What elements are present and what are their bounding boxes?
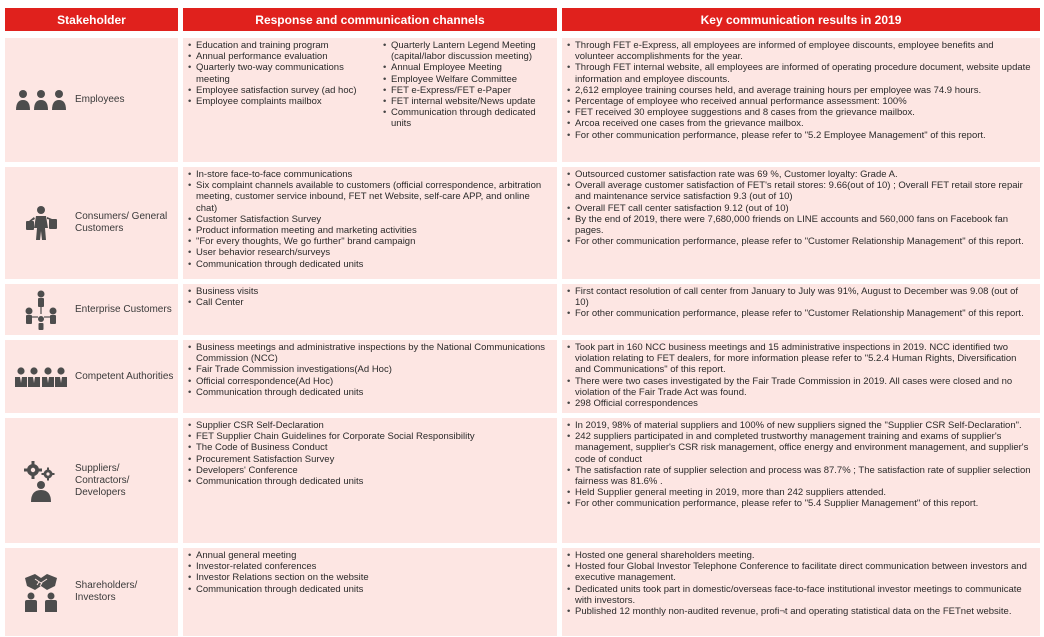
channels-list-right (382, 40, 552, 130)
results-list (566, 550, 1034, 617)
list-item: • Arcoa received one cases from the grievance mailbox. (566, 118, 1034, 129)
list-item: • Annual general meeting (187, 550, 551, 561)
list-item: • Through FET internal website, all employees are informed of operating procedure document, website update information and employee discounts. (566, 62, 1034, 84)
list-item: • FET e-Express/FET e-Paper (382, 85, 552, 96)
channels-cell (183, 167, 557, 279)
list-item: • 2,612 employee training courses held, and average training hours per employee was 74.9 hours. (566, 85, 1034, 96)
stakeholder-label: Employees (75, 94, 125, 105)
stakeholder-cell (5, 167, 178, 279)
stakeholder-label: Consumers/ General Customers (75, 211, 168, 234)
results-list (566, 420, 1034, 510)
channels-cell (183, 418, 557, 543)
list-item: • Communication through dedicated units (187, 584, 551, 595)
stakeholder-label: Enterprise Customers (75, 303, 172, 315)
channels-list-left (187, 40, 375, 107)
list-item: • FET Supplier Chain Guidelines for Corporate Social Responsibility (187, 431, 551, 442)
group-people-icon (13, 89, 69, 111)
list-item: • Outsourced customer satisfaction rate was 69 %, Customer loyalty: Grade A. (566, 169, 1034, 180)
list-item: • Quarterly two-way communications meeting (187, 62, 375, 84)
list-item: • First contact resolution of call center from January to July was 91%, August to December was 9.08 (out of 10) (566, 286, 1034, 308)
list-item: • For other communication performance, please refer to "Customer Relationship Management" of this report. (566, 308, 1034, 319)
stakeholder-label: Competent Authorities (75, 370, 174, 382)
list-item: • Fair Trade Commission investigations(Ad Hoc) (187, 364, 551, 375)
list-item: • Business visits (187, 286, 551, 297)
list-item: • Hosted four Global Investor Telephone Conference to facilitate direct communication between investors and executive management. (566, 561, 1034, 583)
table-row-authorities (0, 340, 1044, 413)
list-item: • For other communication performance, please refer to "5.4 Supplier Management" of this report. (566, 498, 1034, 509)
list-item: • Overall average customer satisfaction of FET's retail stores: 9.66(out of 10) ; Overall FET retail store repair and maintenance service satisfaction 9.3 (out of 10) (566, 180, 1034, 202)
channels-cell (183, 38, 557, 162)
list-item: • By the end of 2019, there were 7,680,000 friends on LINE accounts and 560,000 fans on Facebook fan pages. (566, 214, 1034, 236)
list-item: • The satisfaction rate of supplier selection and process was 87.7% ; The satisfaction rate of supplier selection fairness was 81.6% . (566, 465, 1034, 487)
list-item: • In 2019, 98% of material suppliers and 100% of new suppliers signed the "Supplier CSR Self-Declaration". (566, 420, 1034, 431)
list-item: • Percentage of employee who received annual performance assessment: 100% (566, 96, 1034, 107)
header-stakeholder: Stakeholder (5, 8, 178, 31)
list-item: • Procurement Satisfaction Survey (187, 454, 551, 465)
list-item: • Took part in 160 NCC business meetings and 15 administrative inspections in 2019. NCC identified two violation relating to FET dealers, for more information please refer to "5.2.4 Human Rights, Diversification and Communications" of this report. (566, 342, 1034, 376)
list-item: • Through FET e-Express, all employees are informed of employee discounts, employee benefits and volunteer accomplishments for the year. (566, 40, 1034, 62)
header-results: Key communication results in 2019 (562, 8, 1040, 31)
results-list (566, 169, 1034, 247)
list-item: • Overall FET call center satisfaction 9.12 (out of 10) (566, 203, 1034, 214)
results-cell (562, 340, 1040, 413)
stakeholder-label: Shareholders/ Investors (75, 580, 138, 603)
results-cell (562, 38, 1040, 162)
stakeholder-cell (5, 548, 178, 636)
table-row-consumers (0, 167, 1044, 279)
list-item: • Annual performance evaluation (187, 51, 375, 62)
header-channels: Response and communication channels (183, 8, 557, 31)
gears-person-icon (13, 460, 69, 502)
list-item: • Quarterly Lantern Legend Meeting (capital/labor discussion meeting) (382, 40, 552, 62)
list-item: • FET internal website/News update (382, 96, 552, 107)
list-item: • Investor-related conferences (187, 561, 551, 572)
table-row-employees (0, 38, 1044, 162)
list-item: • For other communication performance, please refer to "5.2 Employee Management" of this report. (566, 130, 1034, 141)
list-item: • Product information meeting and marketing activities (187, 225, 551, 236)
list-item: • User behavior research/surveys (187, 247, 551, 258)
list-item: • Dedicated units took part in domestic/overseas face-to-face institutional investor meetings to communicate with investors. (566, 584, 1034, 606)
results-cell (562, 548, 1040, 636)
list-item: • FET received 30 employee suggestions and 8 cases from the grievance mailbox. (566, 107, 1034, 118)
results-cell (562, 418, 1040, 543)
list-item: • 242 suppliers participated in and completed trustworthy management training and exams of supplier's management, supplier's CSR risk management, office energy and environment management, and supplier's code of conduct (566, 431, 1034, 465)
list-item: • Communication through dedicated units (187, 259, 551, 270)
list-item: • Held Supplier general meeting in 2019, more than 242 suppliers attended. (566, 487, 1034, 498)
list-item: • Hosted one general shareholders meeting. (566, 550, 1034, 561)
list-item: • Six complaint channels available to customers (official correspondence, arbitration meeting, customer service inbound, FET net Website, self-care APP, and online chat) (187, 180, 551, 214)
stakeholder-cell (5, 38, 178, 162)
list-item: • Communication through dedicated units (187, 387, 551, 398)
table-row-suppliers (0, 418, 1044, 543)
list-item: • In-store face-to-face communications (187, 169, 551, 180)
list-item: • Communication through dedicated units (382, 107, 552, 129)
results-cell (562, 167, 1040, 279)
list-item: • For other communication performance, please refer to "Customer Relationship Management" of this report. (566, 236, 1034, 247)
channels-cell (183, 340, 557, 413)
handshake-people-icon (13, 572, 69, 612)
list-item: • The Code of Business Conduct (187, 442, 551, 453)
list-item: • Employee complaints mailbox (187, 96, 375, 107)
list-item: • Communication through dedicated units (187, 476, 551, 487)
list-item: • Employee satisfaction survey (ad hoc) (187, 85, 375, 96)
list-item: • Published 12 monthly non-audited revenue, profi¬t and operating statistical data on the FETnet website. (566, 606, 1034, 617)
table-row-shareholders (0, 548, 1044, 636)
stakeholder-cell (5, 340, 178, 413)
list-item: • Education and training program (187, 40, 375, 51)
enterprise-network-icon (13, 290, 69, 330)
channels-list (187, 286, 551, 308)
list-item: • Call Center (187, 297, 551, 308)
results-list (566, 342, 1034, 409)
channels-list (187, 169, 551, 270)
shopper-icon (13, 205, 69, 241)
results-list (566, 40, 1034, 141)
channels-list (187, 550, 551, 595)
list-item: • Official correspondence(Ad Hoc) (187, 376, 551, 387)
channels-list (187, 342, 551, 398)
channels-cell (183, 284, 557, 335)
stakeholder-label: Suppliers/ Contractors/ Developers (75, 462, 130, 498)
channels-cell (183, 548, 557, 636)
list-item: • Developers' Conference (187, 465, 551, 476)
list-item: • Employee Welfare Committee (382, 74, 552, 85)
list-item: • Customer Satisfaction Survey (187, 214, 551, 225)
list-item: • Business meetings and administrative inspections by the National Communications Commission (NCC) (187, 342, 551, 364)
results-cell (562, 284, 1040, 335)
stakeholder-cell (5, 284, 178, 335)
channels-list (187, 420, 551, 487)
list-item: • 298 Official correspondences (566, 398, 1034, 409)
stakeholder-cell (5, 418, 178, 543)
results-list (566, 286, 1034, 320)
list-item: • Investor Relations section on the website (187, 572, 551, 583)
officials-icon (13, 366, 69, 388)
list-item: • Supplier CSR Self-Declaration (187, 420, 551, 431)
list-item: • "For every thoughts, We go further" brand campaign (187, 236, 551, 247)
list-item: • There were two cases investigated by the Fair Trade Commission in 2019. All cases were closed and no violation of the Fair Trade Act was found. (566, 376, 1034, 398)
table-row-enterprise (0, 284, 1044, 335)
list-item: • Annual Employee Meeting (382, 62, 552, 73)
